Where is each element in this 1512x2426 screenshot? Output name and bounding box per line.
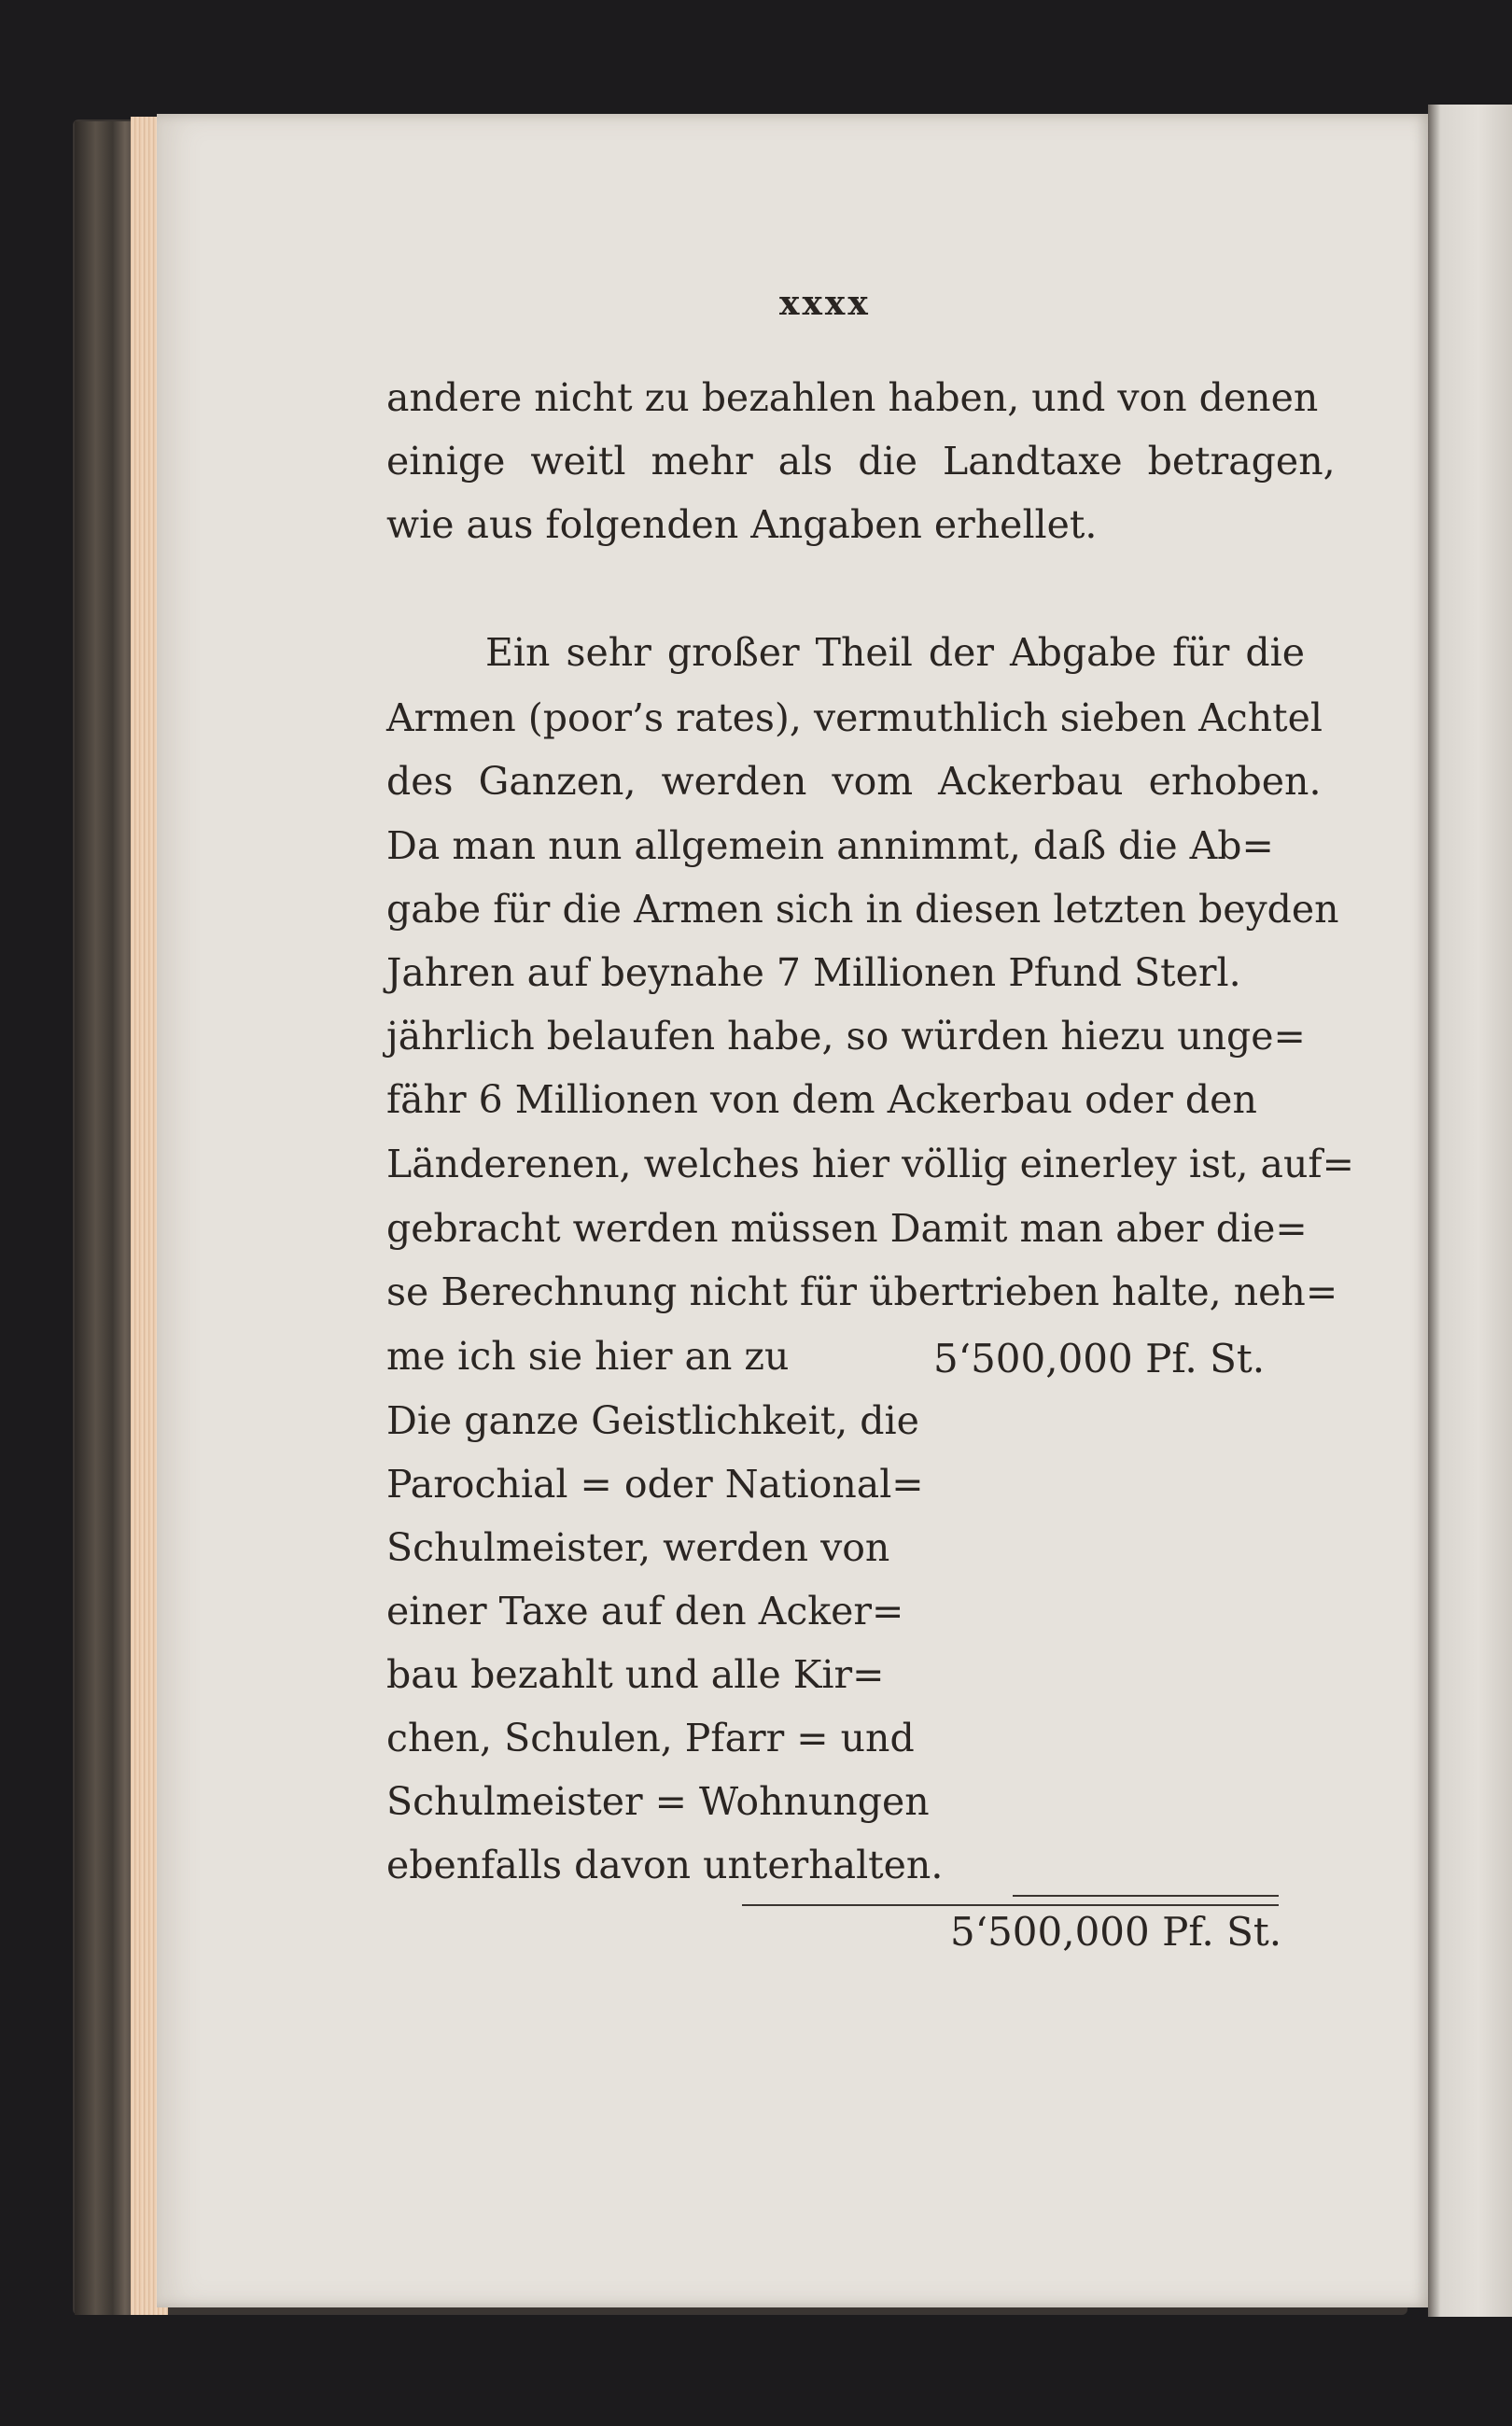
text-line: chen, Schulen, Pfarr = und (386, 1716, 915, 1760)
text-line: fähr 6 Millionen von dem Ackerbau oder den (386, 1077, 1257, 1122)
text-line: andere nicht zu bezahlen haben, und von denen (386, 375, 1319, 420)
amount-value: 5‘500,000 Pf. St. (933, 1336, 1266, 1381)
text-line: Ein sehr großer Theil der Abgabe für die (485, 630, 1305, 675)
text-line: gabe für die Armen sich in diesen letzten beyden (386, 887, 1339, 932)
text-line: Parochial = oder National= (386, 1462, 924, 1507)
text-line: Schulmeister = Wohnungen (386, 1779, 930, 1824)
total-amount: 5‘500,000 Pf. St. (950, 1909, 1282, 1955)
text-line: Jahren auf beynahe 7 Millionen Pfund Sterl. (386, 950, 1241, 995)
text-line: Die ganze Geistlichkeit, die (386, 1398, 919, 1443)
text-line: Da man nun allgemein annimmt, daß die Ab= (386, 823, 1274, 868)
text-line: jährlich belaufen habe, so würden hiezu unge= (386, 1014, 1306, 1059)
text-line: gebracht werden müssen Damit man aber die= (386, 1206, 1308, 1251)
text-line: des Ganzen, werden vom Ackerbau erhoben. (386, 759, 1322, 804)
text-line: wie aus folgenden Angaben erhellet. (386, 502, 1098, 547)
text-line: einer Taxe auf den Acker= (386, 1589, 904, 1634)
text-line: me ich sie hier an zu (386, 1334, 790, 1379)
sum-rule (1013, 1895, 1279, 1897)
text-line: Armen (poor’s rates), vermuthlich sieben Achtel (386, 695, 1323, 740)
sum-rule (742, 1904, 1279, 1906)
text-line: se Berechnung nicht für übertrieben halte, neh= (386, 1269, 1338, 1314)
text-line: Schulmeister, werden von (386, 1525, 890, 1570)
next-page-edge (1428, 105, 1512, 2317)
text-line: Länderenen, welches hier völlig einerley ist, auf= (386, 1142, 1354, 1186)
text-line: bau bezahlt und alle Kir= (386, 1652, 885, 1697)
text-line: einige weitl mehr als die Landtaxe betragen, (386, 439, 1336, 484)
page-number: xxxx (779, 284, 871, 323)
text-line: ebenfalls davon unterhalten. (386, 1843, 944, 1887)
